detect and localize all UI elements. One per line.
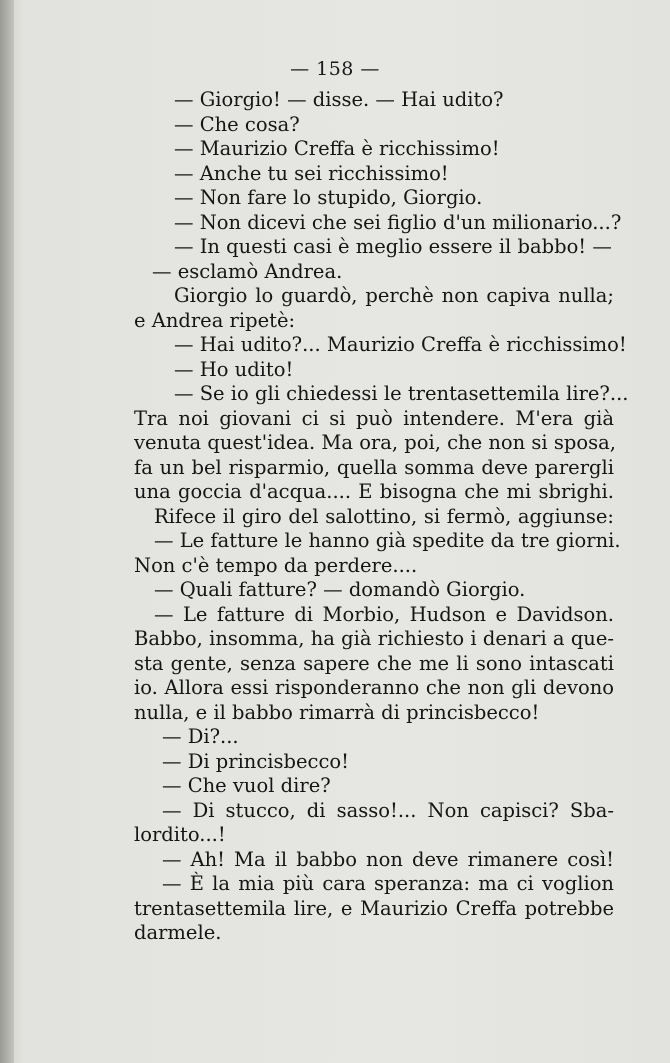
text-line: — Hai udito?... Maurizio Creffa è ricchissimo!: [174, 333, 627, 356]
text-line: — Ho udito!: [174, 357, 294, 381]
text-line: Tra noi giovani ci si può intendere. M'era già: [134, 406, 614, 430]
text-line: — Giorgio! — disse. — Hai udito?: [174, 88, 504, 111]
text-line: Rifece il giro del salottino, si fermò, aggiunse:: [154, 504, 614, 528]
text-line: trentasettemila lire, e Maurizio Creffa potrebbe: [134, 896, 614, 920]
text-line: — Le fatture le hanno già spedite da tre giorni.: [154, 529, 621, 552]
text-line: Giorgio lo guardò, perchè non capiva nulla;: [174, 284, 614, 307]
page-number: — 158 —: [290, 58, 380, 80]
text-line: — Di princisbecco!: [162, 749, 349, 773]
text-line: — Di stucco, di sasso!... Non capisci? Sba-: [162, 798, 614, 822]
text-line: — Non dicevi che sei figlio d'un milionario...?: [174, 210, 622, 234]
text-line: Non c'è tempo da perdere....: [134, 553, 418, 577]
text-line: venuta quest'idea. Ma ora, poi, che non si sposa,: [134, 431, 616, 454]
text-line: — Che vuol dire?: [162, 774, 331, 797]
text-line: lordito...!: [134, 823, 226, 846]
text-line: — Se io gli chiedessi le trentasettemila lire?...: [174, 382, 629, 405]
text-line: e Andrea ripetè:: [134, 308, 296, 332]
text-line: — In questi casi è meglio essere il babbo! —: [174, 235, 612, 258]
text-line: — Di?...: [162, 725, 239, 748]
text-line: io. Allora essi risponderanno che non gli devono: [134, 676, 614, 699]
text-line: fa un bel risparmio, quella somma deve parergli: [134, 455, 614, 479]
text-line: — Non fare lo stupido, Giorgio.: [174, 186, 483, 209]
text-line: darmele.: [134, 921, 222, 944]
text-line: Babbo, insomma, ha già richiesto i denari a que-: [134, 627, 614, 650]
text-line: — Le fatture di Morbio, Hudson e Davidson.: [154, 602, 614, 626]
text-line: — È la mia più cara speranza: ma ci voglion: [162, 872, 614, 895]
text-line: sta gente, senza sapere che me li sono intascati: [134, 651, 614, 675]
text-line: — Anche tu sei ricchissimo!: [174, 161, 449, 185]
text-line: — esclamò Andrea.: [152, 259, 343, 283]
page-binding-edge: [0, 0, 14, 1063]
text-line: — Che cosa?: [174, 112, 300, 136]
text-line: una goccia d'acqua.... E bisogna che mi sbrighi.: [134, 480, 614, 503]
text-line: — Maurizio Creffa è ricchissimo!: [174, 137, 500, 160]
text-line: — Ah! Ma il babbo non deve rimanere così!: [162, 847, 614, 871]
text-line: — Quali fatture? — domandò Giorgio.: [154, 578, 526, 601]
body-text: [134, 88, 629, 946]
text-line: nulla, e il babbo rimarrà di princisbecco!: [134, 700, 540, 724]
